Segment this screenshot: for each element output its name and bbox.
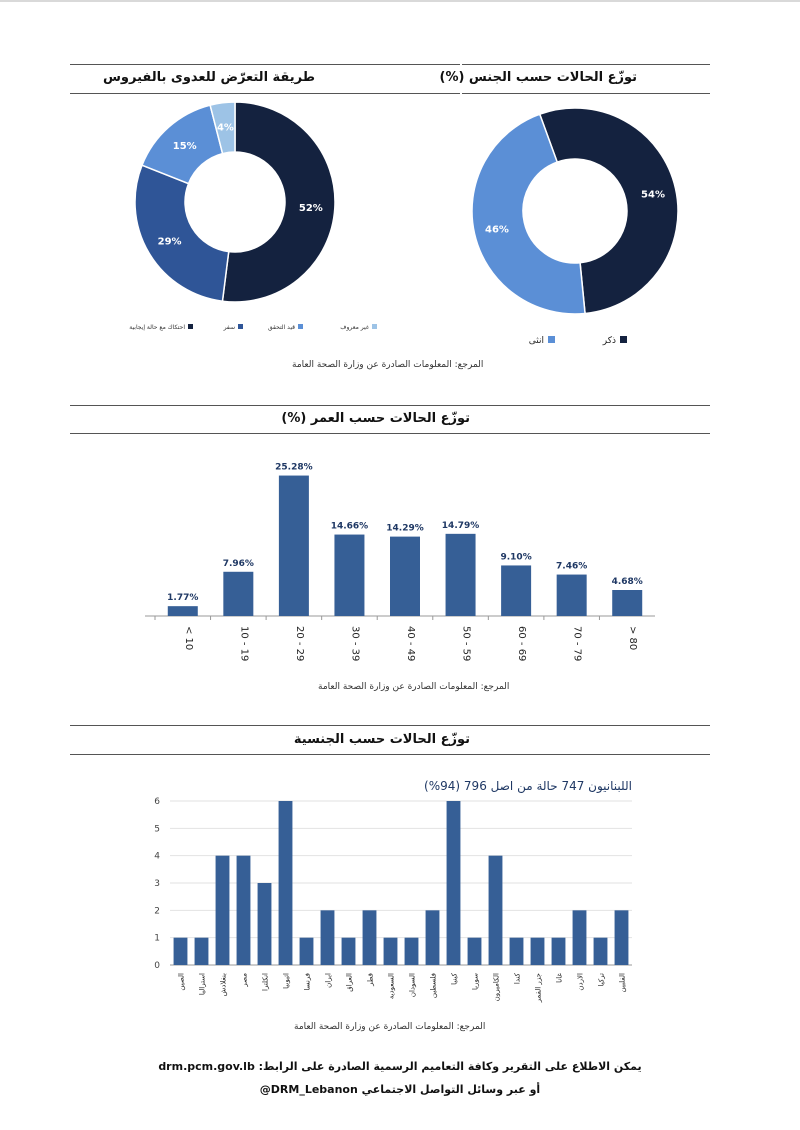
footer-link-line: يمكن الاطلاع على التقرير وكافة التعاميم الرسمية الصادرة على الرابط: drm.pcm.gov.lb (158, 1060, 642, 1073)
legend-swatch (298, 324, 303, 329)
exposure-donut-chart (125, 92, 345, 312)
legend-swatch (620, 336, 627, 343)
age-bar-chart (155, 450, 655, 680)
nationality-bar (615, 910, 629, 965)
legend-swatch (188, 324, 193, 329)
age-bar-label: 14.66% (330, 521, 369, 532)
exposure-legend (120, 320, 380, 334)
legend-swatch (548, 336, 555, 343)
exposure-slice-label: 29% (157, 236, 182, 248)
age-tick-label: 60 - 69 (516, 626, 528, 662)
age-bar-label: 9.10% (500, 552, 532, 563)
nationality-bar (405, 938, 419, 965)
nationality-tick-label: السودان (408, 973, 417, 998)
legend-swatch (372, 324, 377, 329)
y-tick-label: 4 (154, 851, 160, 862)
age-bar-label: 14.79% (441, 520, 480, 531)
nationality-tick-label: الصين (177, 973, 186, 991)
footer-social-line: أو عبر وسائل التواصل الاجتماعي DRM_Lebanon@ (259, 1083, 541, 1096)
y-tick-label: 5 (154, 824, 160, 835)
nationality-tick-label: جزر القمر (534, 973, 543, 1003)
age-bar (334, 535, 364, 616)
age-tick-label: 70 - 79 (571, 626, 583, 662)
nationality-bar (510, 938, 524, 965)
nationality-tick-label: فرنسا (303, 973, 312, 991)
nationality-title-rule (70, 725, 710, 726)
nationality-tick-label: قطر (366, 973, 375, 986)
nationality-tick-label: غانا (555, 973, 564, 983)
nationality-bar (258, 883, 272, 965)
source-reference: المرجع: المعلومات الصادرة عن وزارة الصحة العامة (318, 682, 510, 692)
y-tick-label: 0 (154, 961, 160, 971)
age-tick-label: > 80 (627, 626, 639, 651)
age-title-underline (70, 433, 710, 434)
age-bar (168, 606, 198, 616)
exposure-title-rule (70, 64, 460, 65)
age-tick-label: < 10 (182, 626, 194, 651)
y-tick-label: 1 (154, 933, 160, 944)
age-bar-label: 7.96% (222, 558, 254, 569)
age-tick-label: 10 - 19 (238, 626, 250, 662)
age-bar (390, 537, 420, 616)
gender-slice-label: 54% (641, 189, 665, 201)
nationality-tick-label: ايران (324, 973, 333, 988)
nationality-bar (384, 938, 398, 965)
nationality-bar (195, 938, 209, 965)
legend-label: سفر (223, 324, 235, 331)
nationality-bar (552, 938, 566, 965)
nationality-bar (321, 910, 335, 965)
nationality-bar (342, 938, 356, 965)
exposure-slice-label: 4% (216, 122, 234, 134)
legend-label: انثى (528, 336, 544, 346)
nationality-tick-label: الكاميرون (492, 973, 501, 1002)
nationality-bar-chart (140, 795, 640, 1025)
gender-slice-label: 46% (485, 224, 509, 236)
nationality-tick-label: كندا (513, 973, 522, 985)
nationality-bar (573, 910, 587, 965)
nationality-title-underline (70, 754, 710, 755)
legend-label: احتكاك مع حالة إيجابية (129, 324, 185, 331)
gender-legend (470, 332, 710, 352)
nationality-note: اللبنانيون 747 حالة من اصل 796 (94%) (424, 779, 632, 793)
nationality-tick-label: تركيا (597, 973, 606, 987)
nationality-tick-label: مصر (240, 973, 249, 987)
gender-title-rule (462, 64, 710, 65)
nationality-bar (237, 856, 251, 965)
age-bar (223, 572, 253, 616)
age-bar-label: 1.77% (167, 593, 199, 604)
nationality-tick-label: فلسطين (429, 973, 438, 999)
source-reference: المرجع: المعلومات الصادرة عن وزارة الصحة العامة (292, 360, 484, 370)
exposure-slice-label: 52% (298, 202, 323, 214)
nationality-chart-title: توزّع الحالات حسب الجنسية (293, 732, 470, 747)
nationality-tick-label: كينيا (450, 973, 459, 985)
legend-swatch (238, 324, 243, 329)
nationality-bar (363, 910, 377, 965)
exposure-chart-title: طريقة التعرّض للعدوى بالفيروس (102, 70, 315, 85)
exposure-slice (135, 165, 229, 301)
age-tick-label: 50 - 59 (460, 626, 472, 662)
nationality-bar (447, 801, 461, 965)
y-tick-label: 3 (154, 879, 160, 889)
age-bar-label: 14.29% (386, 523, 424, 534)
age-bar-label: 7.46% (556, 561, 588, 572)
age-bar (446, 534, 476, 616)
nationality-bar (174, 938, 188, 965)
age-tick-label: 20 - 29 (293, 626, 305, 662)
gender-donut-chart (460, 96, 690, 326)
age-bar (557, 575, 587, 616)
y-tick-label: 2 (154, 906, 160, 917)
nationality-bar (426, 910, 440, 965)
age-bar-label: 4.68% (611, 577, 643, 587)
age-bar (279, 476, 309, 616)
legend-label: ذكر (602, 336, 616, 346)
nationality-bar (594, 938, 608, 965)
age-tick-label: 30 - 39 (349, 626, 361, 662)
gender-chart-title: توزّع الحالات حسب الجنس (%) (439, 70, 637, 85)
nationality-bar (531, 938, 545, 965)
nationality-bar (300, 938, 314, 965)
gender-title-underline (462, 93, 710, 94)
y-tick-label: 6 (154, 797, 160, 807)
top-border (0, 0, 800, 2)
source-reference: المرجع: المعلومات الصادرة عن وزارة الصحة العامة (294, 1022, 486, 1032)
nationality-tick-label: الاردن (576, 973, 585, 991)
nationality-bar (216, 856, 230, 965)
nationality-tick-label: الفلبين (618, 973, 627, 993)
legend-label: قيد التحقق (268, 324, 295, 331)
nationality-tick-label: اثيوبيا (282, 973, 291, 989)
legend-label: غير معروف (340, 324, 369, 331)
nationality-tick-label: سوريا (471, 973, 480, 990)
nationality-bar (489, 856, 503, 965)
nationality-tick-label: انكلترا (261, 973, 270, 991)
age-bar (501, 565, 531, 616)
nationality-tick-label: بنغلادش (219, 973, 228, 997)
age-title-rule (70, 405, 710, 406)
nationality-bar (279, 801, 293, 965)
age-tick-label: 40 - 49 (405, 626, 416, 662)
age-chart-title: توزّع الحالات حسب العمر (%) (281, 411, 470, 426)
nationality-bar (468, 938, 482, 965)
nationality-tick-label: استراليا (198, 973, 207, 996)
age-bar (612, 590, 642, 616)
nationality-tick-label: العراق (345, 973, 354, 992)
nationality-tick-label: السعودية (387, 973, 396, 1000)
age-bar-label: 25.28% (275, 462, 313, 473)
exposure-slice-label: 15% (172, 140, 197, 152)
